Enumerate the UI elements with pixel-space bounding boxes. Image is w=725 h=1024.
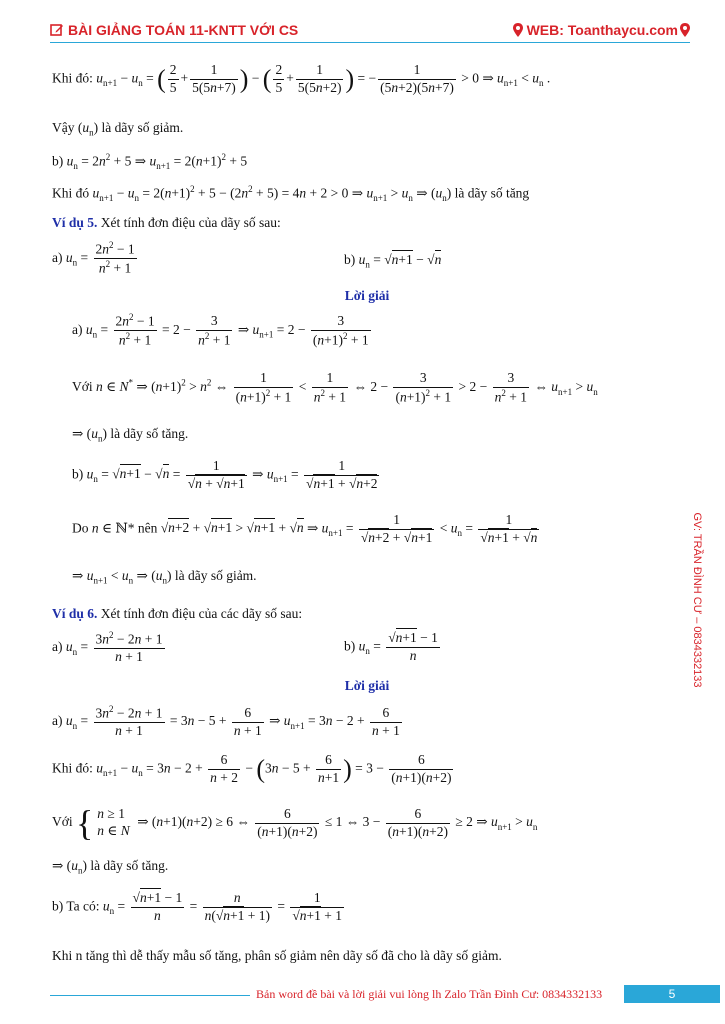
text-voi-2: Với bbox=[52, 814, 73, 830]
label-a-3: a) bbox=[52, 639, 63, 655]
header-web bbox=[513, 22, 690, 38]
solution-5b-compare: Do n ∈ ℕ* nên √n+2 + √n+1 > √n+1 + √n ⇒ $u_{n+1}$ = $\frac{1}{√n+2 + √n+1}$ < $u_n$ = $\frac{1}{√n+1 + √n}$ bbox=[72, 512, 538, 545]
label-b-2: b) bbox=[344, 252, 356, 267]
example-5-text: Xét tính đơn điệu của dãy số sau: bbox=[100, 215, 281, 230]
header-web-text: WEB: Toanthaycu.com bbox=[526, 22, 678, 38]
text-nen: nên bbox=[137, 520, 158, 536]
map-pin-icon bbox=[680, 23, 690, 37]
formula-diff-1: Khi đó: $u_{n+1} - u_n$ = ( $\frac{2}{5}$ + $\frac{1}{5(5n+7)}$ ) − ( $\frac{2}{5}$ + $\frac{1}{5(5n+2)}$ ) = − $\frac{1}{(5n+2)(5n+7)}$ > 0 ⇒ $u_{n+1} < u_n$ . bbox=[52, 62, 551, 95]
text-khi-do: Khi đó: bbox=[52, 70, 93, 86]
example-5-b: b) $u_n = √n+1 - √n$ bbox=[344, 252, 442, 270]
label-b: b) bbox=[52, 153, 64, 169]
text-tang-2: là dãy số tăng. bbox=[110, 426, 189, 441]
solution-6a-compare: Với { n ≥ 1 n ∈ N ⇒ (n+1)(n+2) ≥ 6 ⇔ $\frac{6}{(n+1)(n+2)}$ ≤ 1 ⇔ 3 − $\frac{6}{(n+1)(n+2)}$ ≥ 2 ⇒ $u_{n+1} > u_n$ bbox=[52, 803, 538, 843]
solution-6b: b) Ta có: $u_n$ = $\frac{√n+1 - 1}{n}$ = $\frac{n}{n(√n+1 + 1)}$ = $\frac{1}{√n+1 + 1}$ bbox=[52, 890, 343, 923]
example-5-a: a) $u_n$ = $\frac{2n^2 - 1}{n^2 + 1}$ bbox=[52, 240, 135, 276]
edit-icon bbox=[50, 23, 64, 37]
text-vay: Vậy $(u_n)$ là dãy số giảm. bbox=[52, 120, 184, 138]
example-6-label: Ví dụ 6. bbox=[52, 606, 98, 621]
header-title bbox=[50, 22, 298, 38]
example-5-label: Ví dụ 5. bbox=[52, 215, 98, 230]
example-6-text: Xét tính đơn điệu của các dãy số sau: bbox=[100, 606, 303, 621]
page-number: 5 bbox=[624, 985, 720, 1003]
map-pin-icon bbox=[513, 23, 523, 37]
label-b-4: b) bbox=[344, 638, 356, 654]
example-6-b: b) $u_n$ = $\frac{√n+1 - 1}{n}$ bbox=[344, 630, 438, 663]
text-khi-do-3: Khi đó: bbox=[52, 760, 93, 776]
solution-6a-conclusion: ⇒ $(u_n)$ là dãy số tăng. bbox=[52, 858, 169, 876]
text-ta-co: b) Ta có: bbox=[52, 898, 100, 914]
label-b-3: b) bbox=[72, 466, 84, 482]
header-title-text: BÀI GIẢNG TOÁN 11-KNTT VỚI CS bbox=[68, 22, 299, 38]
example-5-heading bbox=[52, 215, 281, 231]
footer-rule bbox=[50, 995, 250, 996]
example-6-a: a) $u_n$ = $\frac{3n^2 - 2n + 1}{n + 1}$ bbox=[52, 630, 163, 665]
example-6-heading bbox=[52, 606, 302, 622]
text-voi: Với bbox=[72, 379, 93, 395]
label-a-4: a) bbox=[52, 713, 63, 729]
formula-b-def: b) $u_n = 2n^2 + 5$ ⇒ $u_{n+1} = 2(n+1)^2 + 5$ bbox=[52, 152, 248, 172]
solution-6b-conclusion: Khi n tăng thì dễ thấy mẫu số tăng, phân số giảm nên dãy số đã cho là dãy số giảm. bbox=[52, 948, 502, 963]
text-khi-do-2: Khi đó bbox=[52, 185, 90, 201]
text-do: Do bbox=[72, 520, 89, 536]
page-header bbox=[50, 20, 690, 43]
sidebar-author bbox=[686, 490, 708, 710]
footer-text: Bản word đề bài và lời giải vui lòng lh Zalo Trần Đình Cư: 0834332133 bbox=[256, 987, 603, 1001]
solution-5b: b) $u_n = √n+1 - √n$ = $\frac{1}{√n + √n+1}$ ⇒ $u_{n+1}$ = $\frac{1}{√n+1 + √n+2}$ bbox=[72, 458, 378, 491]
solution-5a-compare: Với n ∈ N* ⇒ $(n+1)^2 > n^2$ ⇔ $\frac{1}{(n+1)^2 + 1}$ < $\frac{1}{n^2 + 1}$ ⇔ 2 − $\frac{3}{(n+1)^2 + 1}$ > 2 − $\frac{3}{n^2 + 1}$ ⇔ $u_{n+1} > u_n$ bbox=[72, 370, 598, 405]
solution-5a: a) $u_n$ = $\frac{2n^2 - 1}{n^2 + 1}$ = 2 − $\frac{3}{n^2 + 1}$ ⇒ $u_{n+1} = 2$ − $\frac{3}{(n+1)^2 + 1}$ bbox=[72, 312, 369, 348]
solution-6a-diff: Khi đó: $u_{n+1} - u_n = 3n - 2$ + $\frac{6}{n + 2}$ − (3n − 5 + $\frac{6}{n+1}$ ) = 3 − $\frac{6}{(n+1)(n+2)}$ bbox=[52, 752, 452, 785]
solution-5b-conclusion: ⇒ $u_{n+1} < u_n$ ⇒ $(u_n)$ là dãy số giảm. bbox=[72, 568, 257, 586]
text-tang-1: là dãy số tăng bbox=[454, 185, 530, 201]
sidebar-author-text: GV: TRẦN ĐÌNH CƯ – 0834332133 bbox=[691, 512, 703, 688]
text-tang-3: là dãy số tăng. bbox=[90, 858, 169, 873]
solution-heading-2: Lời giải bbox=[344, 678, 390, 693]
label-a: a) bbox=[52, 249, 63, 265]
solution-5a-conclusion: ⇒ $(u_n)$ là dãy số tăng. bbox=[72, 426, 189, 444]
label-a-2: a) bbox=[72, 321, 83, 337]
text-vay-label: Vậy bbox=[52, 120, 75, 135]
formula-diff-2: Khi đó $u_{n+1} - u_n = 2(n+1)^2 + 5 - (2n^2 + 5) = 4n + 2 > 0$ ⇒ $u_{n+1} > u_n$ ⇒ $(u_n)$ là dãy số tăng bbox=[52, 184, 530, 204]
solution-heading-1: Lời giải bbox=[344, 288, 390, 303]
solution-6a: a) $u_n$ = $\frac{3n^2 - 2n + 1}{n + 1}$ = 3n − 5 + $\frac{6}{n + 1}$ ⇒ $u_{n+1} = 3n - 2$ + $\frac{6}{n + 1}$ bbox=[52, 704, 400, 739]
text-vay-tail: là dãy số giảm. bbox=[101, 120, 184, 135]
text-giam-2: là dãy số giảm. bbox=[174, 568, 257, 583]
